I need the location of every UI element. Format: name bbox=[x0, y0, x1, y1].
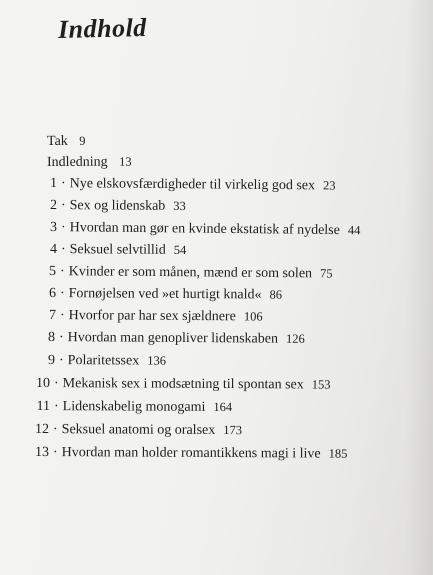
chapter-title: Hvorfor par har sex sjældnere bbox=[68, 308, 236, 325]
chapter-page: 126 bbox=[285, 331, 305, 346]
chapter-title: Kvinder er som månen, mænd er som solen bbox=[68, 264, 313, 282]
chapter-page: 33 bbox=[173, 198, 186, 213]
toc-entry-label: Indledning bbox=[46, 154, 108, 170]
chapter-number: 8 bbox=[47, 330, 56, 346]
toc-chapter-9: 9 · Polaritetssex 136 bbox=[43, 353, 166, 370]
chapter-title: Mekanisk sex i modsætning til spontan sex bbox=[62, 376, 304, 393]
chapter-page: 106 bbox=[243, 309, 263, 324]
chapter-page: 185 bbox=[328, 446, 348, 461]
chapter-title: Sex og lidenskab bbox=[69, 198, 166, 214]
toc-chapter-7: 7 · Hvorfor par har sex sjældnere 106 bbox=[44, 308, 263, 326]
toc-chapter-6: 6 · Fornøjelsen ved »et hurtigt knald« 86 bbox=[44, 286, 282, 304]
chapter-number: 7 bbox=[48, 308, 57, 324]
chapter-page: 44 bbox=[347, 223, 361, 238]
toc-chapter-2: 2 · Sex og lidenskab 33 bbox=[45, 198, 186, 215]
toc-chapter-3: 3 · Hvordan man gør en kvinde ekstatisk af nydelse 44 bbox=[45, 220, 361, 239]
chapter-title: Lidenskabelig monogami bbox=[62, 399, 206, 415]
toc-entry-label: Tak bbox=[46, 133, 68, 149]
chapter-title: Hvordan man genopliver lidenskaben bbox=[67, 330, 279, 347]
toc-entry-indledning bbox=[47, 155, 132, 171]
chapter-title: Fornøjelsen ved »et hurtigt knald« bbox=[68, 286, 262, 303]
chapter-page: 136 bbox=[147, 353, 167, 368]
page-title: Indhold bbox=[57, 12, 148, 45]
chapter-number: 4 bbox=[49, 242, 58, 258]
chapter-number: 10 bbox=[35, 376, 51, 392]
chapter-title: Hvordan man gør en kvinde ekstatisk af nydelse bbox=[69, 220, 340, 239]
chapter-number: 5 bbox=[48, 264, 57, 280]
chapter-page: 54 bbox=[173, 242, 187, 257]
chapter-number: 12 bbox=[34, 422, 50, 438]
chapter-number: 9 bbox=[47, 353, 56, 369]
toc-entry-page: 13 bbox=[119, 154, 132, 169]
chapter-page: 173 bbox=[223, 423, 243, 438]
chapter-title: Hvordan man holder romantikkens magi i live bbox=[61, 445, 321, 462]
toc-chapter-5: 5 · Kvinder er som månen, mænd er som solen 75 bbox=[44, 264, 333, 283]
toc-entry-tak bbox=[47, 134, 86, 150]
chapter-title: Seksuel anatomi og oralsex bbox=[61, 422, 216, 438]
chapter-number: 6 bbox=[48, 286, 57, 302]
chapter-number: 11 bbox=[36, 399, 51, 415]
toc-chapter-12: 12 · Seksuel anatomi og oralsex 173 bbox=[31, 422, 242, 439]
toc-chapter-8: 8 · Hvordan man genopliver lidenskaben 126 bbox=[43, 330, 305, 348]
toc-chapter-1: 1 · Nye elskovsfærdigheder til virkelig god sex 23 bbox=[45, 176, 336, 195]
toc-chapter-11: 11 · Lidenskabelig monogami 164 bbox=[32, 399, 232, 416]
toc-entry-page: 9 bbox=[79, 133, 86, 148]
chapter-number: 1 bbox=[49, 176, 58, 192]
chapter-page: 153 bbox=[311, 377, 331, 392]
chapter-title: Seksuel selvtillid bbox=[69, 242, 166, 258]
chapter-page: 86 bbox=[269, 287, 283, 302]
toc-chapter-10: 10 · Mekanisk sex i modsætning til spontan sex 153 bbox=[32, 376, 331, 394]
toc-chapter-4: 4 · Seksuel selvtillid 54 bbox=[45, 242, 186, 259]
chapter-title: Polaritetssex bbox=[67, 353, 140, 369]
toc-chapter-13: 13 · Hvordan man holder romantikkens magi i live 185 bbox=[31, 445, 347, 463]
chapter-title: Nye elskovsfærdigheder til virkelig god sex bbox=[69, 176, 316, 194]
chapter-number: 13 bbox=[34, 445, 50, 461]
chapter-page: 164 bbox=[213, 399, 233, 415]
chapter-number: 3 bbox=[49, 220, 58, 236]
chapter-page: 23 bbox=[322, 178, 336, 193]
chapter-page: 75 bbox=[320, 266, 333, 281]
chapter-number: 2 bbox=[49, 198, 58, 214]
